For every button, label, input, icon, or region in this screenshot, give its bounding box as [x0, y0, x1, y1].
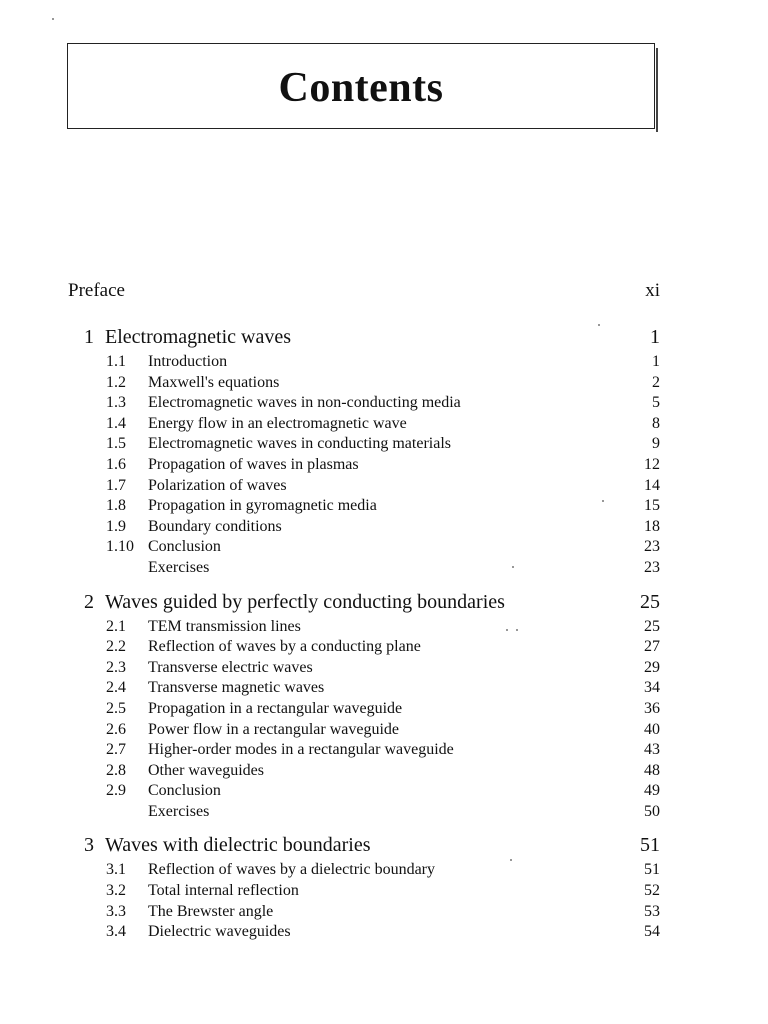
- table-of-contents: [68, 280, 660, 943]
- scan-speck: [52, 18, 54, 20]
- section-number: 1.5: [106, 435, 126, 453]
- section-number: 3.3: [106, 902, 126, 920]
- toc-section-entry[interactable]: [68, 720, 660, 741]
- toc-section-entry[interactable]: [68, 517, 660, 538]
- toc-section-entry[interactable]: [68, 455, 660, 476]
- section-number: 2.2: [106, 638, 126, 656]
- page-title: Contents: [278, 65, 444, 111]
- section-number: 2.3: [106, 658, 126, 676]
- toc-chapter: [68, 326, 660, 579]
- section-page-number: 49: [644, 782, 660, 800]
- chapter-title: Waves with dielectric boundaries: [105, 834, 371, 857]
- toc-section-entry[interactable]: [68, 802, 660, 823]
- chapter-number: 1: [84, 326, 94, 348]
- section-number: 2.4: [106, 679, 126, 697]
- toc-preface-entry[interactable]: [68, 280, 660, 314]
- section-number: 1.3: [106, 394, 126, 412]
- section-title: Polarization of waves: [148, 476, 287, 494]
- chapter-number: 3: [84, 834, 94, 857]
- toc-section-entry[interactable]: [68, 658, 660, 679]
- title-box: [67, 43, 655, 129]
- section-number: 2.9: [106, 782, 126, 800]
- section-number: 2.8: [106, 761, 126, 779]
- toc-section-entry[interactable]: [68, 761, 660, 782]
- section-title: Reflection of waves by a conducting plane: [148, 638, 421, 656]
- toc-section-entry[interactable]: [68, 373, 660, 394]
- chapter-title: Electromagnetic waves: [105, 326, 292, 348]
- toc-section-entry[interactable]: [68, 496, 660, 517]
- toc-section-entry[interactable]: [68, 637, 660, 658]
- section-title: Electromagnetic waves in non-conducting media: [148, 394, 461, 412]
- toc-chapter: [68, 591, 660, 823]
- toc-section-entry[interactable]: [68, 414, 660, 435]
- section-page-number: 54: [644, 923, 660, 941]
- chapter-page-number: 51: [640, 834, 660, 857]
- section-title: Other waveguides: [148, 761, 264, 779]
- toc-section-entry[interactable]: [68, 434, 660, 455]
- section-page-number: 27: [644, 638, 660, 656]
- section-page-number: 18: [644, 517, 660, 535]
- section-page-number: 43: [644, 741, 660, 759]
- section-title: The Brewster angle: [148, 902, 274, 920]
- toc-section-entry[interactable]: [68, 781, 660, 802]
- section-title: Exercises: [148, 558, 210, 576]
- section-title: Maxwell's equations: [148, 373, 280, 391]
- toc-chapter: [68, 834, 660, 942]
- section-title: Propagation of waves in plasmas: [148, 455, 359, 473]
- section-page-number: 51: [644, 861, 660, 879]
- section-title: Electromagnetic waves in conducting materials: [148, 435, 451, 453]
- preface-page: xi: [645, 280, 660, 301]
- toc-chapter-heading[interactable]: [68, 326, 660, 352]
- section-title: TEM transmission lines: [148, 617, 301, 635]
- section-page-number: 23: [644, 558, 660, 576]
- toc-section-entry[interactable]: [68, 699, 660, 720]
- section-page-number: 12: [644, 455, 660, 473]
- toc-section-entry[interactable]: [68, 393, 660, 414]
- section-page-number: 15: [644, 497, 660, 515]
- section-page-number: 8: [652, 414, 660, 432]
- section-page-number: 25: [644, 617, 660, 635]
- toc-section-entry[interactable]: [68, 860, 660, 881]
- section-page-number: 14: [644, 476, 660, 494]
- section-page-number: 23: [644, 538, 660, 556]
- section-page-number: 48: [644, 761, 660, 779]
- section-title: Total internal reflection: [148, 882, 299, 900]
- toc-chapter-heading[interactable]: [68, 834, 660, 860]
- toc-section-entry[interactable]: [68, 476, 660, 497]
- section-page-number: 2: [652, 373, 660, 391]
- toc-section-entry[interactable]: [68, 352, 660, 373]
- section-title: Transverse magnetic waves: [148, 679, 325, 697]
- chapter-list: [68, 326, 660, 943]
- preface-label: Preface: [68, 280, 125, 301]
- section-title: Dielectric waveguides: [148, 923, 291, 941]
- section-number: 3.4: [106, 923, 126, 941]
- section-number: 1.8: [106, 497, 126, 515]
- section-page-number: 40: [644, 720, 660, 738]
- section-title: Higher-order modes in a rectangular waveguide: [148, 741, 454, 759]
- section-title: Conclusion: [148, 782, 221, 800]
- section-number: 1.2: [106, 373, 126, 391]
- section-page-number: 53: [644, 902, 660, 920]
- section-number: 2.6: [106, 720, 126, 738]
- chapter-number: 2: [84, 590, 94, 613]
- section-number: 1.10: [106, 538, 134, 556]
- toc-section-entry[interactable]: [68, 558, 660, 579]
- section-title: Introduction: [148, 353, 228, 370]
- toc-section-entry[interactable]: [68, 537, 660, 558]
- section-number: 1.9: [106, 517, 126, 535]
- section-number: 3.2: [106, 882, 126, 900]
- toc-section-entry[interactable]: [68, 922, 660, 943]
- section-page-number: 9: [652, 435, 660, 453]
- section-number: 2.5: [106, 699, 126, 717]
- section-title: Boundary conditions: [148, 517, 282, 535]
- toc-section-entry[interactable]: [68, 617, 660, 638]
- chapter-page-number: 1: [650, 326, 660, 348]
- section-page-number: 52: [644, 882, 660, 900]
- section-number: 1.6: [106, 455, 126, 473]
- section-title: Propagation in a rectangular waveguide: [148, 699, 403, 717]
- section-number: 1.7: [106, 476, 126, 494]
- toc-section-entry[interactable]: [68, 678, 660, 699]
- section-page-number: 1: [652, 353, 660, 370]
- section-title: Reflection of waves by a dielectric boundary: [148, 861, 435, 879]
- section-title: Conclusion: [148, 538, 221, 556]
- toc-chapter-heading[interactable]: [68, 591, 660, 617]
- section-page-number: 50: [644, 802, 660, 820]
- section-title: Energy flow in an electromagnetic wave: [148, 414, 407, 432]
- section-number: 1.1: [106, 353, 126, 370]
- section-number: 2.1: [106, 617, 126, 635]
- toc-section-entry[interactable]: [68, 881, 660, 902]
- chapter-title: Waves guided by perfectly conducting boundaries: [105, 590, 505, 613]
- section-number: 3.1: [106, 861, 126, 879]
- toc-section-entry[interactable]: [68, 902, 660, 923]
- section-title: Power flow in a rectangular waveguide: [148, 720, 400, 738]
- section-title: Propagation in gyromagnetic media: [148, 497, 377, 515]
- section-number: 2.7: [106, 741, 126, 759]
- section-number: 1.4: [106, 414, 126, 432]
- section-title: Transverse electric waves: [148, 658, 313, 676]
- section-page-number: 5: [652, 394, 660, 412]
- chapter-page-number: 25: [640, 590, 660, 613]
- section-page-number: 29: [644, 658, 660, 676]
- section-page-number: 34: [644, 679, 660, 697]
- section-title: Exercises: [148, 802, 210, 820]
- toc-section-entry[interactable]: [68, 740, 660, 761]
- section-page-number: 36: [644, 699, 660, 717]
